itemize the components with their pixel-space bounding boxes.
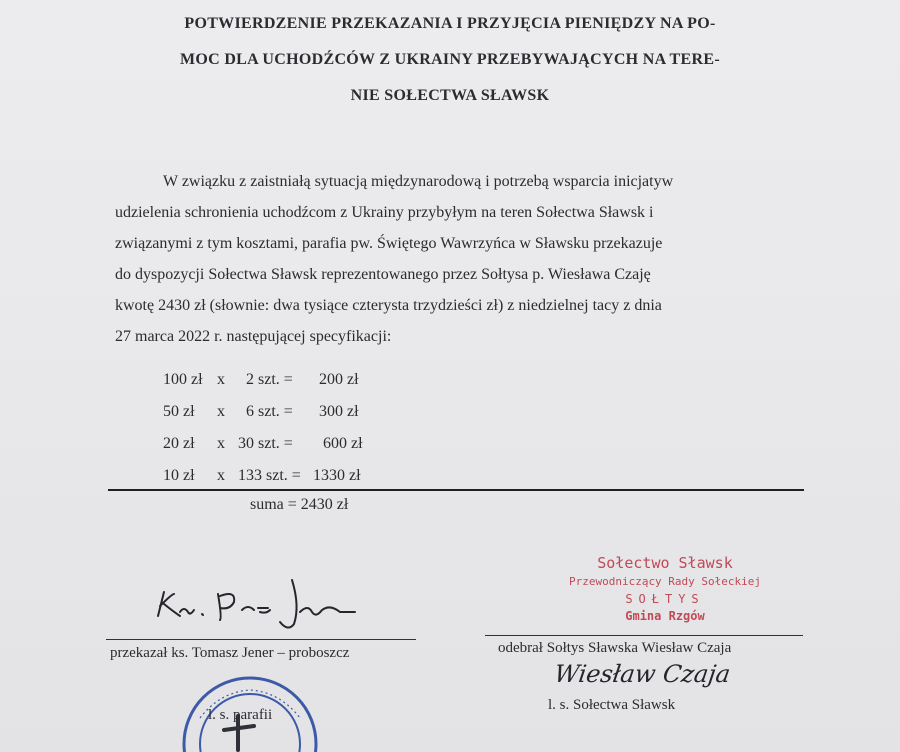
stamp-line: Przewodniczący Rady Sołeckiej bbox=[568, 575, 762, 588]
document-body bbox=[115, 166, 805, 352]
stamp-line: Sołectwo Sławsk bbox=[597, 554, 733, 572]
spec-row bbox=[163, 364, 403, 396]
stamp-line: SOŁTYS bbox=[625, 592, 705, 606]
stamp-line: Gmina Rzgów bbox=[625, 609, 705, 623]
spec-count: 2 szt. = bbox=[246, 371, 293, 388]
spec-row bbox=[163, 428, 403, 460]
left-signature-caption: przekazał ks. Tomasz Jener – proboszcz bbox=[110, 645, 350, 661]
solectwo-seal-label: l. s. Sołectwa Sławsk bbox=[548, 697, 676, 713]
spec-nominal: 20 zł bbox=[163, 435, 195, 452]
handwritten-name: Wiesław Czaja bbox=[552, 660, 733, 688]
spec-nominal: 50 zł bbox=[163, 403, 195, 420]
priest-signature bbox=[150, 576, 370, 636]
sum-total: suma = 2430 zł bbox=[250, 496, 349, 513]
body-line: związanymi z tym kosztami, parafia pw. Świętego Wawrzyńca w Sławsku przekazuje bbox=[115, 235, 663, 252]
title-line: NIE SOŁECTWA SŁAWSK bbox=[350, 87, 550, 104]
document-title bbox=[90, 6, 810, 114]
body-line: W związku z zaistniałą sytuacją międzynarodową i potrzebą wsparcia inicjatyw bbox=[163, 173, 674, 190]
spec-count: 6 szt. = bbox=[246, 403, 293, 420]
spec-times: x bbox=[217, 403, 225, 420]
spec-row bbox=[163, 396, 403, 428]
sum-divider bbox=[108, 489, 804, 491]
spec-count: 30 szt. = bbox=[238, 435, 293, 452]
signature-line-left bbox=[106, 639, 416, 640]
spec-row bbox=[163, 460, 403, 492]
spec-total: 300 zł bbox=[319, 403, 359, 420]
right-signature-caption: odebrał Sołtys Sławska Wiesław Czaja bbox=[498, 640, 732, 656]
specification-table bbox=[163, 364, 403, 492]
signature-line-right bbox=[485, 635, 803, 636]
spec-times: x bbox=[217, 371, 225, 388]
spec-total: 200 zł bbox=[319, 371, 359, 388]
body-line: udzielenia schronienia uchodźcom z Ukrainy przybyłym na teren Sołectwa Sławsk i bbox=[115, 204, 654, 221]
spec-count: 133 szt. = bbox=[238, 467, 301, 484]
parish-seal-label: l. s. parafii bbox=[208, 707, 273, 723]
title-line: MOC DLA UCHODŹCÓW Z UKRAINY PRZEBYWAJĄCYCH NA TERE- bbox=[180, 51, 720, 68]
spec-times: x bbox=[217, 467, 225, 484]
spec-times: x bbox=[217, 435, 225, 452]
spec-total: 600 zł bbox=[323, 435, 363, 452]
solectwo-stamp bbox=[555, 553, 775, 625]
spec-nominal: 10 zł bbox=[163, 467, 195, 484]
body-line: 27 marca 2022 r. następującej specyfikacji: bbox=[115, 328, 392, 345]
title-line: POTWIERDZENIE PRZEKAZANIA I PRZYJĘCIA PIENIĘDZY NA PO- bbox=[184, 15, 716, 32]
spec-total: 1330 zł bbox=[313, 467, 361, 484]
spec-nominal: 100 zł bbox=[163, 371, 203, 388]
body-line: do dyspozycji Sołectwa Sławsk reprezentowanego przez Sołtysa p. Wiesława Czaję bbox=[115, 266, 651, 283]
soltys-signature bbox=[552, 656, 755, 692]
body-line: kwotę 2430 zł (słownie: dwa tysiące czterysta trzydzieści zł) z niedzielnej tacy z dnia bbox=[115, 297, 662, 314]
